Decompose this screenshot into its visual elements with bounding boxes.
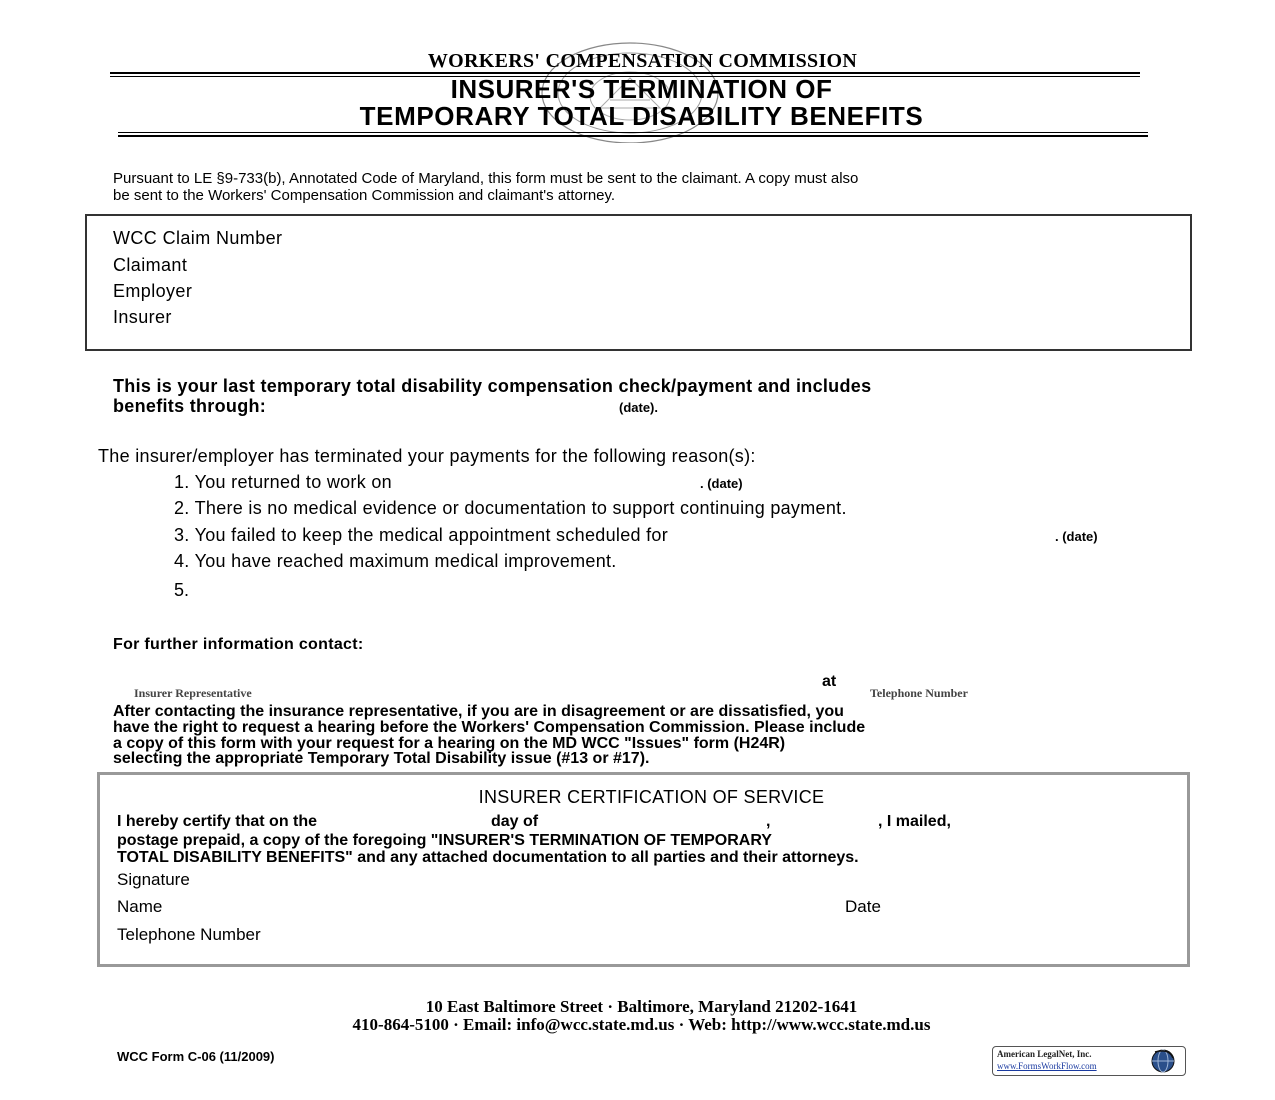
reason-3-date-label: . (date) [1055, 529, 1098, 544]
form-title-line2: TEMPORARY TOTAL DISABILITY BENEFITS [359, 101, 924, 131]
certify-line-3: TOTAL DISABILITY BENEFITS" and any attached documentation to all parties and their attorneys. [117, 849, 859, 866]
intro-line-2: be sent to the Workers' Compensation Commission and claimant's attorney. [113, 187, 616, 204]
header-rule-bottom-1 [118, 132, 1148, 133]
certify-text-start: I hereby certify that on the [117, 813, 318, 830]
signature-label: Signature [117, 870, 190, 889]
contact-paragraph-line-3: a copy of this form with your request for a hearing on the MD WCC "Issues" form (H24R) [113, 735, 786, 752]
globe-icon [1149, 1048, 1177, 1074]
certify-line-2: postage prepaid, a copy of the foregoing "INSURER'S TERMINATION OF TEMPORARY [117, 832, 772, 849]
insurer-label: Insurer [113, 307, 172, 327]
last-payment-date-label: (date). [619, 400, 658, 415]
certify-comma: , [766, 813, 771, 830]
contact-at-label: at [822, 673, 837, 690]
claimant-label: Claimant [113, 255, 188, 275]
footer-contact: 410-864-5100 · Email: info@wcc.state.md.us · Web: http://www.wcc.state.md.us [352, 1015, 931, 1034]
reason-1: 1. You returned to work on [174, 472, 392, 492]
contact-paragraph-line-1: After contacting the insurance representative, if you are in disagreement or are dissatisfied, you [113, 703, 844, 720]
last-payment-line-2: benefits through: [113, 396, 267, 416]
intro-line-1: Pursuant to LE §9-733(b), Annotated Code of Maryland, this form must be sent to the claimant. A copy must also [113, 170, 859, 187]
american-legalnet-logo [992, 1046, 1186, 1076]
reason-5: 5. [174, 580, 190, 600]
telephone-number-label: Telephone Number [870, 686, 968, 700]
claim-number-label: WCC Claim Number [113, 228, 283, 248]
contact-heading: For further information contact: [113, 636, 364, 653]
certify-day-of: day of [491, 813, 539, 830]
certification-title: INSURER CERTIFICATION OF SERVICE [478, 787, 825, 807]
logo-url[interactable]: www.FormsWorkFlow.com [997, 1061, 1097, 1071]
certification-box [97, 772, 1190, 967]
footer-address: 10 East Baltimore Street · Baltimore, Maryland 21202-1641 [425, 997, 858, 1016]
reason-2: 2. There is no medical evidence or documentation to support continuing payment. [174, 498, 847, 518]
form-title-line1: INSURER'S TERMINATION OF [450, 74, 833, 104]
insurer-representative-label: Insurer Representative [134, 686, 252, 700]
reasons-intro: The insurer/employer has terminated your payments for the following reason(s): [98, 446, 756, 466]
form-id: WCC Form C-06 (11/2009) [117, 1049, 275, 1064]
certify-i-mailed: , I mailed, [878, 813, 951, 830]
reason-1-date-label: . (date) [700, 476, 743, 491]
name-label: Name [117, 897, 163, 916]
reason-3: 3. You failed to keep the medical appointment scheduled for [174, 525, 669, 545]
certification-telephone-label: Telephone Number [117, 925, 261, 944]
contact-paragraph-line-2: have the right to request a hearing before the Workers' Compensation Commission. Please include [113, 719, 866, 736]
reason-4: 4. You have reached maximum medical improvement. [174, 551, 617, 571]
contact-paragraph-line-4: selecting the appropriate Temporary Total Disability issue (#13 or #17). [113, 750, 650, 767]
commission-name: WORKERS' COMPENSATION COMMISSION [427, 50, 858, 72]
last-payment-line-1: This is your last temporary total disability compensation check/payment and includes [113, 376, 872, 396]
header-rule-bottom-2 [118, 135, 1148, 137]
employer-label: Employer [113, 281, 193, 301]
logo-company: American LegalNet, Inc. [997, 1049, 1092, 1059]
claim-info-box [85, 214, 1192, 351]
date-label: Date [845, 897, 881, 916]
